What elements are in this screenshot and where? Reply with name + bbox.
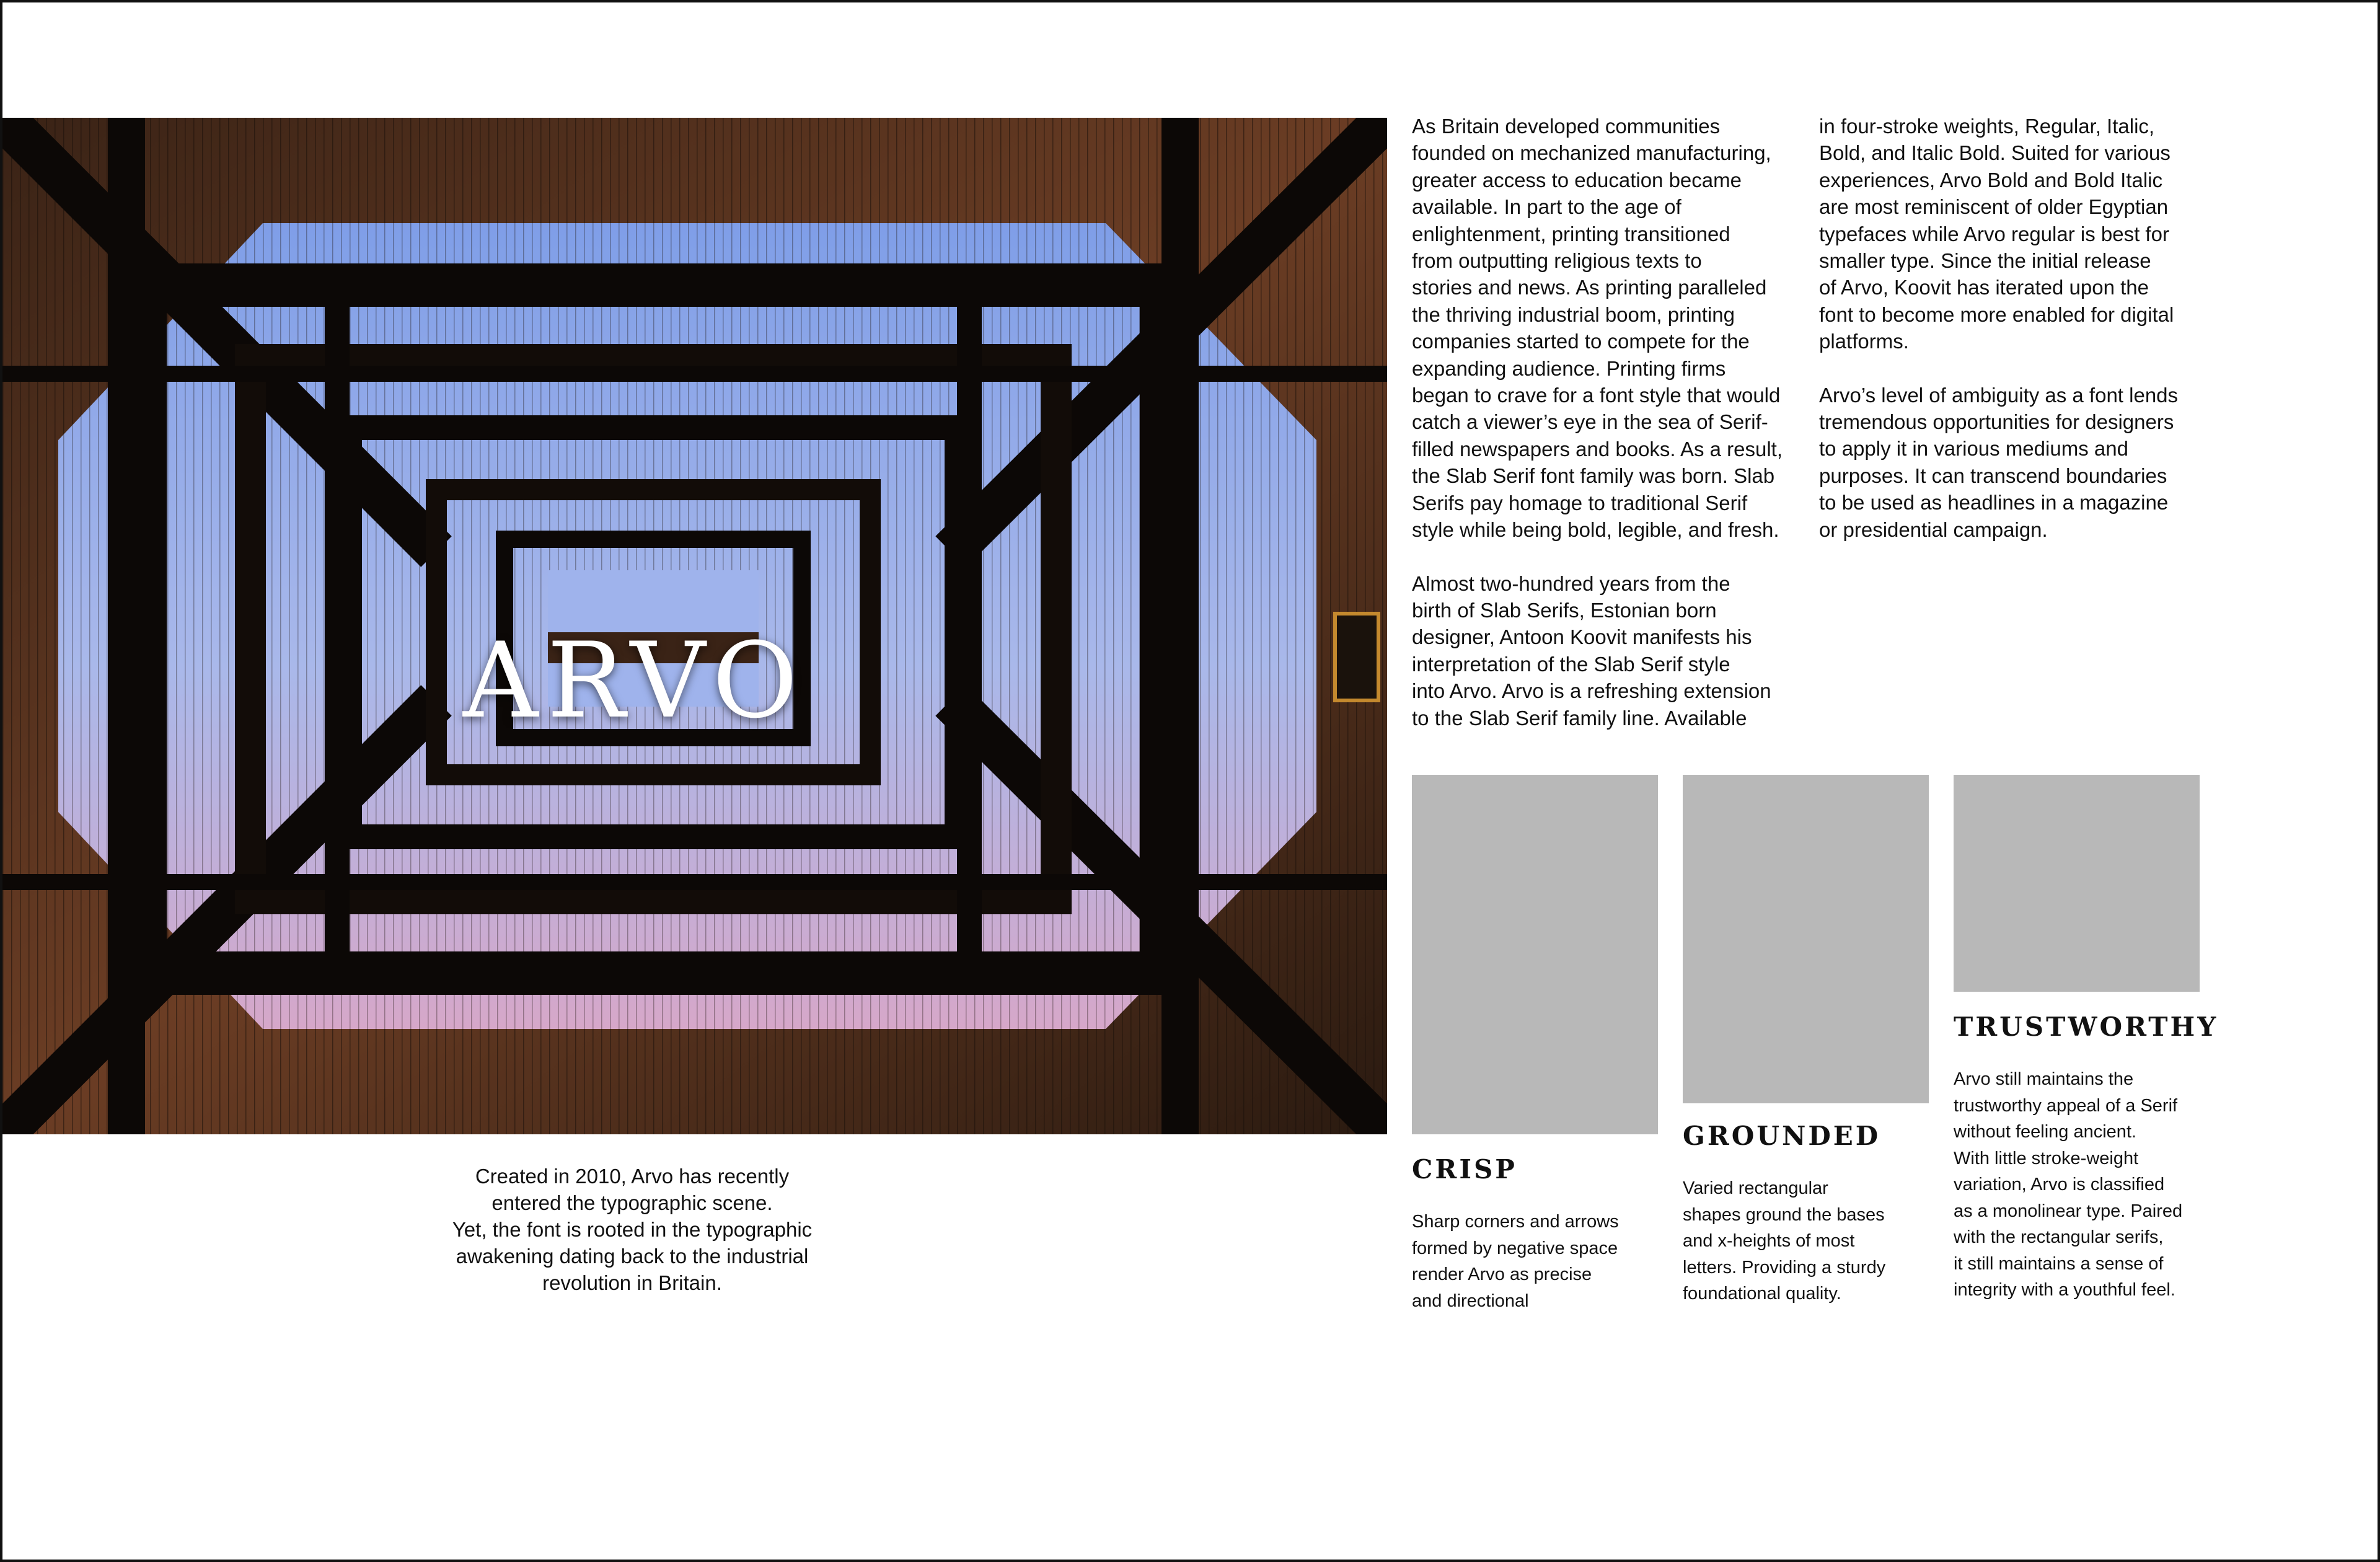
text-line: birth of Slab Serifs, Estonian born <box>1412 598 1717 622</box>
trustworthy-description <box>1954 1066 2214 1304</box>
caption-line: entered the typographic scene. <box>491 1191 773 1214</box>
crisp-description <box>1412 1209 1672 1314</box>
text-line: experiences, Arvo Bold and Bold Italic <box>1819 168 2162 192</box>
text-line: of Arvo, Koovit has iterated upon the <box>1819 276 2149 299</box>
text-line: letters. Providing a sturdy <box>1683 1257 1886 1277</box>
caption-line: Yet, the font is rooted in the typographic <box>452 1218 813 1241</box>
text-line: platforms. <box>1819 330 1909 353</box>
text-line: Varied rectangular <box>1683 1178 1828 1198</box>
hero-caption <box>397 1163 868 1296</box>
text-line: style while being bold, legible, and fresh. <box>1412 518 1779 542</box>
text-line: Bold, and Italic Bold. Suited for various <box>1819 141 2171 165</box>
text-line: expanding audience. Printing firms <box>1412 356 1726 380</box>
text-line: companies started to compete for the <box>1412 330 1750 353</box>
text-line: to the Slab Serif family line. Available <box>1412 706 1747 730</box>
grounded-description <box>1683 1175 1943 1307</box>
text-line: are most reminiscent of older Egyptian <box>1819 195 2169 219</box>
caption-line: awakening dating back to the industrial <box>456 1245 809 1268</box>
text-line: Arvo still maintains the <box>1954 1069 2134 1089</box>
text-line: enlightenment, printing transitioned <box>1412 222 1730 245</box>
text-line: foundational quality. <box>1683 1284 1841 1304</box>
text-line: formed by negative space <box>1412 1238 1618 1258</box>
text-line: catch a viewer’s eye in the sea of Serif- <box>1412 410 1768 434</box>
article-column-2 <box>1819 113 2216 570</box>
text-line: with the rectangular serifs, <box>1954 1227 2164 1247</box>
text-line: render Arvo as precise <box>1412 1264 1592 1284</box>
text-line: variation, Arvo is classified <box>1954 1175 2165 1194</box>
text-line: smaller type. Since the initial release <box>1819 249 2151 273</box>
text-line: available. In part to the age of <box>1412 195 1681 219</box>
text-line: interpretation of the Slab Serif style <box>1412 652 1730 676</box>
text-line: shapes ground the bases <box>1683 1204 1885 1225</box>
text-line: Almost two-hundred years from the <box>1412 571 1730 595</box>
text-line: in four-stroke weights, Regular, Italic, <box>1819 115 2155 138</box>
text-line: founded on mechanized manufacturing, <box>1412 141 1771 165</box>
text-line: Sharp corners and arrows <box>1412 1212 1619 1232</box>
text-line: integrity with a youthful feel. <box>1954 1280 2175 1300</box>
article-paragraph <box>1819 113 2216 355</box>
text-line: from outputting religious texts to <box>1412 249 1702 273</box>
article-column-1 <box>1412 113 1809 758</box>
hero-photo <box>2 118 1387 1134</box>
caption-line: revolution in Britain. <box>542 1271 722 1294</box>
grounded-image-placeholder <box>1683 775 1929 1103</box>
text-line: the Slab Serif font family was born. Slab <box>1412 464 1775 488</box>
hero-title: ARVO <box>463 620 806 741</box>
text-line: to be used as headlines in a magazine <box>1819 491 2169 514</box>
article-paragraph <box>1819 382 2216 543</box>
article-paragraph <box>1412 113 1809 544</box>
article-paragraph <box>1412 570 1809 731</box>
text-line: purposes. It can transcend boundaries <box>1819 464 2167 487</box>
text-line: typefaces while Arvo regular is best for <box>1819 222 2169 245</box>
text-line: font to become more enabled for digital <box>1819 302 2174 326</box>
text-line: without feeling ancient. <box>1954 1122 2137 1142</box>
caption-line: Created in 2010, Arvo has recently <box>475 1165 790 1188</box>
text-line: Serifs pay homage to traditional Serif <box>1412 491 1748 514</box>
grounded-title: GROUNDED <box>1683 1121 1881 1151</box>
text-line: stories and news. As printing paralleled <box>1412 276 1767 299</box>
text-line: trustworthy appeal of a Serif <box>1954 1095 2178 1116</box>
text-line: to apply it in various mediums and <box>1819 437 2128 461</box>
text-line: began to crave for a font style that would <box>1412 384 1781 407</box>
text-line: or presidential campaign. <box>1819 518 2048 541</box>
text-line: With little stroke-weight <box>1954 1148 2139 1168</box>
text-line: the thriving industrial boom, printing <box>1412 302 1735 326</box>
text-line: and x-heights of most <box>1683 1231 1855 1251</box>
text-line: As Britain developed communities <box>1412 115 1721 138</box>
text-line: designer, Antoon Koovit manifests his <box>1412 625 1752 649</box>
trustworthy-title: TRUSTWORTHY <box>1954 1012 2219 1042</box>
text-line: filled newspapers and books. As a result, <box>1412 437 1783 461</box>
crisp-image-placeholder <box>1412 775 1658 1134</box>
text-line: Arvo’s level of ambiguity as a font lends <box>1819 383 2179 407</box>
text-line: as a monolinear type. Paired <box>1954 1201 2183 1221</box>
text-line: greater access to education became <box>1412 168 1742 192</box>
trustworthy-image-placeholder <box>1954 775 2200 992</box>
text-line: and directional <box>1412 1291 1529 1311</box>
crisp-title: CRISP <box>1412 1154 1517 1185</box>
text-line: into Arvo. Arvo is a refreshing extension <box>1412 679 1771 703</box>
text-line: tremendous opportunities for designers <box>1819 410 2174 434</box>
text-line: it still maintains a sense of <box>1954 1253 2164 1274</box>
